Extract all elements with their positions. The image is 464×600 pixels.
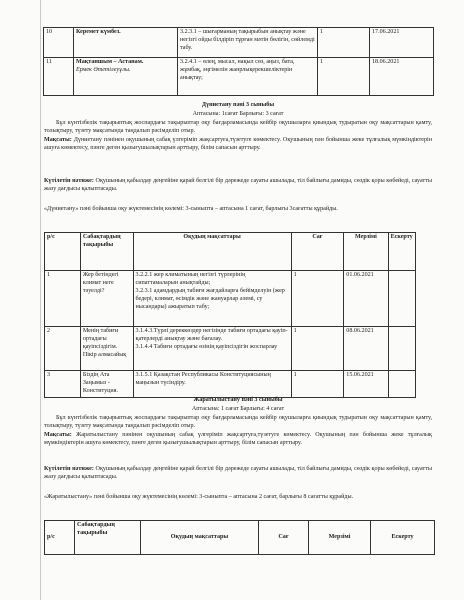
section2-table xyxy=(44,520,435,555)
row-number: 10 xyxy=(44,28,74,58)
row-number: 11 xyxy=(44,58,74,96)
date: 18.06.2021 xyxy=(370,58,434,96)
lesson-topic-author: Ермек Өтетілеуұлы. xyxy=(76,66,131,73)
goal-text: Жаратылыстану пәнінен оқушының сабақ үлгеріміп жақсартуға,түзетуге көмектесу. Оқушының пән бойынша жеке тұлғалық мүмкіндіктерін ашуға көмектесу, пәнге деген қызығушылықтарын арттыру, білім сапасын арттыру. xyxy=(44,432,432,446)
row-number: 2 xyxy=(45,327,81,371)
lesson-topic-title: Мақтаншым – Астанам. xyxy=(76,59,144,65)
date: 01.06.2021 xyxy=(344,271,388,327)
result-text: Оқушының қабылдау деңгейіне қарай белгілі бір дәрежеде сауаты ашылады, тіл байлығы дамиды, сөздік қоры көбейеді, сауатты жазу дағдысы қалыптасады. xyxy=(44,466,432,480)
learning-goals: 3.1.4.3.Түрлі дереккөздер негізінде табиғи ортадағы қауіп-қатерлерді анықтау және бағалау. 3.1.4.4 Табиғи ортадағы өзінің қауіпсіздігін жоспарлау xyxy=(133,327,291,371)
section1-intro: Бұл күнтізбелік тақырыптық жоспардағы тақырыптар оқу бағдарламасында кейбір оқушыларға қиындық тудыратын оқу мақсаттарын қамту, толықтыру, түзету мақсатында таңдалып рәсімделіп отыр. xyxy=(44,120,432,134)
note xyxy=(388,271,415,327)
result-label: Күтілетін нәтиже: xyxy=(44,178,94,184)
learning-goals: 3.2.4.1 – өлең, мысал, нақыл сөз, аңыз, бата, жұмбақ, әңгімелін жанрлықерекшеліктерін анықтау; xyxy=(178,58,318,96)
section1-title: Дүниетану пәні 3 сыныбы xyxy=(201,102,275,108)
note xyxy=(388,327,415,371)
section1-subtitle: Аптасына: 1сағат Барлығы: 3 сағат xyxy=(192,111,284,117)
note xyxy=(388,371,415,398)
header-topic: Сабақтардың тақырыбы xyxy=(80,233,133,271)
lesson-topic: Керемет күмбез. xyxy=(74,28,178,58)
date: 15.06.2021 xyxy=(344,371,388,398)
header-num: р/с xyxy=(45,521,75,555)
section2-title: Жаратылыстану пәні 3 сыныбы xyxy=(193,397,283,403)
table-row xyxy=(45,371,416,398)
date: 17.06.2021 xyxy=(370,28,434,58)
header-note: Ескерту xyxy=(388,233,415,271)
top-table xyxy=(43,27,434,96)
goal-label: Мақсаты: xyxy=(44,137,72,143)
lesson-topic: Менің табиғи ортадағы қауіпсіздігім. Пікір алмасайық xyxy=(80,327,133,371)
table-row xyxy=(44,28,434,58)
lesson-topic xyxy=(74,58,178,96)
header-date: Мерзімі xyxy=(344,233,388,271)
learning-goals: 3.1.5.1 Қазақстан Республикасы Конституциясының маңызын түсіндіру. xyxy=(133,371,291,398)
header-topic: Сабақтардың тақырыбы xyxy=(75,521,141,555)
scan-edge-line xyxy=(40,0,41,600)
date: 08.06.2021 xyxy=(344,327,388,371)
section2-intro: Бұл күнтізбелік тақырыптық жоспардағы тақырыптар оқу бағдарламасында кейбір оқушыларға қиындық тудыратын оқу мақсаттарын қамту, толықтыру, түзету мақсатында таңдалып рәсімделіп отыр. xyxy=(44,415,432,429)
lesson-topic: Жер бетіндегі климат неге тәуелді? xyxy=(80,271,133,327)
header-goals: Оқудың мақсаттары xyxy=(133,233,291,271)
section2-result xyxy=(44,466,432,482)
table-row xyxy=(44,58,434,96)
result-text: Оқушының қабылдау деңгейіне қарай белгілі бір дәрежеде сауаты ашылады, тіл байлығы дамиды, сөздік қоры көбейеді, сауатты жазу дағдысы қалыптасады. xyxy=(44,178,432,192)
section2-subtitle: Аптасына: 1 сағат Барлығы: 4 сағат xyxy=(191,406,285,412)
hours: 1 xyxy=(291,371,344,398)
table-header-row xyxy=(45,521,435,555)
hours: 1 xyxy=(318,58,370,96)
header-goals: Оқудың мақсаттары xyxy=(141,521,259,555)
header-hours: Сағ xyxy=(259,521,309,555)
result-label: Күтілетін нәтиже: xyxy=(44,466,94,472)
section2-volume: «Жаратылыстану» пәні бойынша оқу жүктемесінің көлемі: 3-сыныпта – аптасына 2 сағат, барлығы 8 сағатты құрайды. xyxy=(44,494,354,500)
section1-result xyxy=(44,178,432,194)
header-note: Ескерту xyxy=(371,521,435,555)
hours: 1 xyxy=(291,327,344,371)
goal-text: Дүниетану пәнінен оқушының сабақ үлгеріміп жақсартуға,түзетуге көмектесу. Оқушының пән бойынша жеке тұлғалық мүмкіндіктерін ашуға көмектесу, пәнге деген қызығушылықтарын арттыру, білім сапасын арттыру. xyxy=(44,137,432,151)
learning-goals: 3.2.3.1 – шығарманың тақырыбын анықтау және негізгі ойды білдіріп тұрған мәтін бөлігін, сөйлемді табу. xyxy=(178,28,318,58)
header-num: р/с xyxy=(45,233,81,271)
table-row xyxy=(45,271,416,327)
section1-goal xyxy=(44,137,432,153)
goal-label: Мақсаты: xyxy=(44,432,72,438)
section2-goal xyxy=(44,432,432,448)
header-hours: Сағ xyxy=(291,233,344,271)
row-number: 1 xyxy=(45,271,81,327)
row-number: 3 xyxy=(45,371,81,398)
section1-volume: «Дүниетану» пәні бойынша оқу жүктемесінің көлемі: 3-сыныпта – аптасына 1 сағат, барлығы 3сағатты құрайды. xyxy=(44,206,338,212)
learning-goals: 3.2.2.1 жер климатының негізгі түрлерінің сипаттамаларын анықтайды; 3.2.3.1 адамдардың табиғи жағдайларға бейімделуін (жер бедері, климат, өсімдік және жануарлар әлемі, су нысандары) ажыратып табу; xyxy=(133,271,291,327)
header-date: Мерзімі xyxy=(309,521,371,555)
hours: 1 xyxy=(291,271,344,327)
section1-table xyxy=(44,232,416,398)
hours: 1 xyxy=(318,28,370,58)
table-row xyxy=(45,327,416,371)
table-header-row xyxy=(45,233,416,271)
lesson-topic: Біздің Ата Заңымыз - Конституция. xyxy=(80,371,133,398)
